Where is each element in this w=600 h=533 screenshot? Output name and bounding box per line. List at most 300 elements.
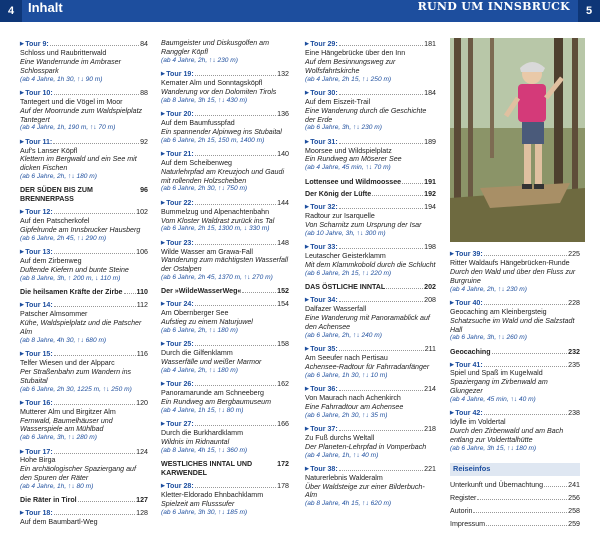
tour-description: Gipfelrunde am Innsbrucker Hausberg bbox=[20, 226, 141, 235]
tour-entry[interactable] bbox=[161, 39, 289, 66]
tour-entry[interactable] bbox=[305, 344, 436, 381]
tour-heading bbox=[20, 39, 148, 49]
tour-number: ▶ Tour 20: bbox=[161, 110, 194, 119]
tour-meta: (ab 4 Jahre, 1h 15, ↑↓ 80 m) bbox=[161, 406, 244, 414]
tour-description: Ein Rundweg am Bergbaumuseum bbox=[161, 398, 272, 406]
page-number: 144 bbox=[277, 198, 289, 207]
tour-name: Kletter-Eldorado Ehnbachklamm bbox=[161, 490, 264, 499]
tour-name: Eine Hängebrücke über den Inn bbox=[305, 48, 406, 57]
tour-heading bbox=[161, 481, 289, 491]
tour-name: Panoramarunde am Schneeberg bbox=[161, 389, 264, 398]
page-number: 214 bbox=[424, 384, 436, 393]
tour-entry[interactable] bbox=[20, 398, 148, 444]
tour-number: ▶ Tour 22: bbox=[161, 199, 194, 208]
tour-heading bbox=[20, 207, 148, 217]
page-number: 110 bbox=[136, 288, 148, 297]
tour-name: Telfer Wiesen und der Alpparc bbox=[20, 358, 115, 367]
tour-number: ▶ Tour 32: bbox=[305, 203, 338, 212]
tour-meta: (ab 4 Jahre, 2h, ↑↓ 230 m) bbox=[161, 56, 238, 64]
leader-dots bbox=[486, 519, 567, 526]
tour-description: Klettern im Bergwald und ein See mit dicken Fischen bbox=[20, 155, 137, 173]
tour-description: Schatzsuche im Wald und die Salzstadt Hall bbox=[450, 316, 575, 334]
page-number: 259 bbox=[568, 519, 580, 528]
tour-name: Auf den Patscherkofel bbox=[20, 217, 90, 226]
tour-meta: (ab 6 Jahre, 3h, ↑↓ 230 m) bbox=[305, 124, 382, 132]
reiseinfos-item[interactable] bbox=[450, 493, 580, 503]
tour-number: ▶ Tour 33: bbox=[305, 243, 338, 252]
leader-dots bbox=[484, 408, 567, 415]
tour-entry[interactable] bbox=[20, 207, 148, 244]
tour-entry[interactable] bbox=[450, 249, 580, 295]
reiseinfos-box bbox=[450, 463, 580, 529]
page-number: 192 bbox=[424, 190, 436, 199]
page-number: 106 bbox=[136, 248, 148, 257]
page-number: 166 bbox=[277, 420, 289, 429]
tour-entry[interactable] bbox=[20, 88, 148, 134]
page-number: 184 bbox=[424, 88, 436, 97]
page-number: 238 bbox=[568, 409, 580, 418]
tour-name: Auf dem Eiszeit-Trail bbox=[305, 97, 371, 106]
tour-name: Bummelzug und Alpenachtenbahn bbox=[161, 207, 270, 216]
tour-name: Am Seeufer nach Pertisau bbox=[305, 353, 388, 362]
tour-description: Wanderung zum mächtigsten Wasserfall der Ostalpen bbox=[161, 256, 289, 274]
tour-description: Ein Rundweg am Möserer See bbox=[305, 155, 402, 164]
leader-dots bbox=[484, 249, 567, 256]
tour-entry[interactable] bbox=[305, 202, 436, 239]
tour-number: ▶ Tour 23: bbox=[161, 239, 194, 248]
tour-description: Spaziergang im Zirbenwald am Glungezer bbox=[450, 378, 548, 396]
leader-dots bbox=[195, 149, 276, 156]
page-number: 189 bbox=[424, 137, 436, 146]
page-number: 124 bbox=[136, 447, 148, 456]
tour-name: Von Maurach nach Achenkirch bbox=[305, 393, 401, 402]
toc-column-4-tours bbox=[450, 249, 580, 454]
tour-meta: (ab 6 Jahre, 3h, ↑↓ 260 m) bbox=[450, 334, 527, 342]
tour-meta: (ab 8 Jahre, 4h 30, ↑↓ 680 m) bbox=[20, 336, 107, 344]
page-number: 92 bbox=[140, 137, 148, 146]
leader-dots bbox=[402, 177, 423, 184]
reiseinfos-item[interactable] bbox=[450, 480, 580, 490]
tour-name: Durch die Gilfenklamm bbox=[161, 349, 233, 358]
tour-heading bbox=[20, 137, 148, 147]
page-number: 202 bbox=[424, 283, 436, 292]
tour-description: Vom Kloster Waldrast zurück ins Tal bbox=[161, 216, 275, 225]
child-hiking-photo bbox=[450, 38, 585, 242]
tour-entry[interactable] bbox=[450, 408, 580, 454]
tour-name: Auf's Lanser Köpfl bbox=[20, 146, 78, 155]
tour-entry[interactable] bbox=[161, 149, 289, 195]
page-number: 235 bbox=[568, 360, 580, 369]
section-title: Lottensee und Wildmoossee bbox=[305, 177, 402, 186]
leader-dots bbox=[477, 493, 567, 500]
tour-description: Ein spannender Alpinweg ins Stubaital bbox=[161, 127, 282, 136]
section-title: Die Räter in Tirol bbox=[20, 496, 77, 505]
tour-entry[interactable] bbox=[450, 360, 580, 406]
leader-dots bbox=[386, 282, 423, 289]
page-number: 88 bbox=[140, 88, 148, 97]
tour-entry[interactable] bbox=[305, 424, 436, 461]
tour-meta: (ab 8 Jahre, 4h 15, ↑↓ 360 m) bbox=[161, 446, 248, 454]
tour-name: Kemater Alm und Sonntagsköpfl bbox=[161, 78, 263, 87]
tour-entry[interactable] bbox=[161, 339, 289, 376]
leader-dots bbox=[54, 207, 135, 214]
page-number: 258 bbox=[568, 506, 580, 515]
leader-dots bbox=[473, 506, 567, 513]
tour-entry[interactable] bbox=[161, 481, 289, 518]
tour-heading bbox=[20, 508, 148, 518]
page-number: 120 bbox=[136, 398, 148, 407]
tour-meta: (ab 6 Jahre, 2h 30, ↑↓ 750 m) bbox=[161, 185, 248, 193]
toc-column-2 bbox=[161, 39, 289, 521]
tour-heading bbox=[20, 88, 148, 98]
tour-number: ▶ Tour 26: bbox=[161, 380, 194, 389]
right-page-number: 5 bbox=[578, 0, 600, 22]
tour-entry[interactable] bbox=[450, 298, 580, 344]
tour-heading bbox=[450, 249, 580, 259]
tour-meta: (ab 6 Jahre, 3h 15, ↑↓ 180 m) bbox=[450, 445, 537, 453]
tour-number: ▶ Tour 34: bbox=[305, 296, 338, 305]
tour-meta: (ab 4 Jahre, 1h, 190 m, ↑↓ 70 m) bbox=[20, 124, 116, 132]
tour-name: Ritter Waldaufs Hängebrücken-Runde bbox=[450, 258, 570, 267]
section-heading[interactable] bbox=[305, 282, 436, 292]
tour-heading bbox=[305, 464, 436, 474]
tour-heading bbox=[20, 247, 148, 257]
tour-number: ▶ Tour 14: bbox=[20, 301, 53, 310]
tour-name: Idylle im Voldertal bbox=[450, 418, 506, 427]
tour-number: ▶ Tour 40: bbox=[450, 299, 483, 308]
leader-dots bbox=[54, 398, 135, 405]
tour-meta: (ab 8 Jahre, 3h, ↑ 200 m, ↓ 110 m) bbox=[20, 274, 121, 282]
tour-entry[interactable] bbox=[20, 447, 148, 493]
tour-heading bbox=[161, 339, 289, 349]
tour-name: Zu Fuß durchs Weltall bbox=[305, 433, 375, 442]
page-number: 232 bbox=[568, 347, 580, 356]
tour-number: ▶ Tour 9: bbox=[20, 40, 49, 49]
toc-column-3 bbox=[305, 39, 436, 513]
section-title: Der König der Lüfte bbox=[305, 190, 372, 199]
section-title: WESTLICHES INNTAL UND KARWENDEL bbox=[161, 460, 253, 477]
leader-dots bbox=[484, 298, 567, 305]
tour-description: Der Planeten-Lehrpfad in Vomperbach bbox=[305, 442, 427, 451]
tour-entry[interactable] bbox=[305, 295, 436, 341]
tour-entry[interactable] bbox=[305, 242, 436, 279]
reiseinfos-label: Unterkunft und Übernachtung bbox=[450, 480, 544, 489]
tour-meta: (ab 4 Jahre, 1h, ↑↓ 80 m) bbox=[20, 483, 94, 491]
tour-meta: (ab 6 Jahre, 2h, ↑↓ 240 m) bbox=[305, 331, 382, 339]
tour-entry[interactable] bbox=[305, 384, 436, 421]
tour-name: Auf dem Baumbartl-Weg bbox=[20, 518, 98, 527]
tour-name: Hohe Birga bbox=[20, 456, 56, 465]
tour-heading bbox=[305, 137, 436, 147]
reiseinfos-item[interactable] bbox=[450, 506, 580, 516]
tour-meta: (ab 8 Jahre, 3h 15, ↑↓ 430 m) bbox=[161, 96, 248, 104]
tour-heading bbox=[305, 384, 436, 394]
leader-dots bbox=[50, 39, 139, 46]
tour-meta: (ab 4 Jahre, 1h, ↑↓ 40 m) bbox=[305, 451, 379, 459]
tour-number: ▶ Tour 10: bbox=[20, 89, 53, 98]
leader-dots bbox=[124, 287, 136, 294]
tour-heading bbox=[305, 424, 436, 434]
tour-number: ▶ Tour 37: bbox=[305, 425, 338, 434]
tour-description: Mit dem Klammkobold durch die Schlucht bbox=[305, 261, 436, 270]
tour-entry[interactable] bbox=[161, 419, 289, 456]
tour-heading bbox=[161, 238, 289, 248]
tour-meta: (ab 6 Jahre, 2h 30, ↑↓ 35 m) bbox=[305, 411, 388, 419]
tour-heading bbox=[20, 300, 148, 310]
section-heading[interactable] bbox=[305, 189, 436, 199]
tour-meta: (ab 6 Jahre, 2h, ↑↓ 180 m) bbox=[20, 173, 97, 181]
tour-name: Wilde Wasser am Grawa-Fall bbox=[161, 247, 253, 256]
tour-entry[interactable] bbox=[161, 238, 289, 284]
tour-description: Wanderung vor den Dolomiten Tirols bbox=[161, 87, 277, 96]
page-number: 172 bbox=[277, 460, 289, 469]
tour-entry[interactable] bbox=[20, 39, 148, 85]
tour-heading bbox=[305, 242, 436, 252]
tour-meta: (ab 6 Jahre, 2h 45, ↑↓ 290 m) bbox=[20, 235, 107, 243]
tour-entry[interactable] bbox=[161, 109, 289, 146]
leader-dots bbox=[54, 349, 136, 356]
leader-dots bbox=[544, 480, 567, 487]
tour-number: ▶ Tour 27: bbox=[161, 420, 194, 429]
tour-meta: (ab 6 Jahre, 3h 30, ↑↓ 185 m) bbox=[161, 508, 248, 516]
page-number: 132 bbox=[277, 70, 289, 79]
tour-heading bbox=[161, 379, 289, 389]
tour-description: Auf dem Besinnungsweg zur Wolfsfahrtskirche bbox=[305, 57, 396, 75]
leader-dots bbox=[53, 137, 139, 144]
page-number: 162 bbox=[277, 380, 289, 389]
photo-illustration bbox=[450, 38, 585, 242]
leader-dots bbox=[339, 39, 423, 46]
tour-entry[interactable] bbox=[305, 39, 436, 85]
tour-meta: (ab 4 Jahre, 2h, ↑↓ 230 m) bbox=[450, 285, 527, 293]
page-number: 221 bbox=[424, 464, 436, 473]
leader-dots bbox=[339, 424, 423, 431]
section-heading[interactable] bbox=[161, 286, 289, 296]
tour-description: Auf der Moorrunde zum Waldspielplatz Tantegert bbox=[20, 106, 143, 124]
tour-entry[interactable] bbox=[161, 299, 289, 336]
tour-name: Am Obernberger See bbox=[161, 309, 229, 318]
tour-number: ▶ Tour 16: bbox=[20, 399, 53, 408]
page-number: 127 bbox=[136, 496, 148, 505]
tour-meta: (ab 4 Jahre, 1h 30, ↑↓ 90 m) bbox=[20, 75, 103, 83]
tour-heading bbox=[161, 109, 289, 119]
toc-column-4 bbox=[450, 249, 580, 531]
tour-number: ▶ Tour 29: bbox=[305, 40, 338, 49]
tour-name: Auf dem Scheibenweg bbox=[161, 158, 232, 167]
page-number: 102 bbox=[136, 208, 148, 217]
tour-number: ▶ Tour 17: bbox=[20, 448, 53, 457]
tour-entry[interactable] bbox=[20, 247, 148, 284]
reiseinfos-label: Autorin bbox=[450, 506, 473, 515]
tour-description: Achensee-Radtour für Fahrradanfänger bbox=[305, 362, 430, 371]
tour-entry[interactable] bbox=[20, 349, 148, 395]
page-number: 241 bbox=[568, 480, 580, 489]
tour-number: ▶ Tour 21: bbox=[161, 150, 194, 159]
section-heading[interactable] bbox=[20, 185, 148, 204]
page-number: 178 bbox=[277, 481, 289, 490]
tour-number: ▶ Tour 35: bbox=[305, 345, 338, 354]
leader-dots bbox=[54, 508, 135, 515]
tour-description: Durch den Wald und über den Fluss zur Burgruine bbox=[450, 267, 576, 285]
tour-meta: (ab 6 Jahre, 2h 45, 1370 m, ↑↓ 270 m) bbox=[161, 274, 273, 282]
reiseinfos-item[interactable] bbox=[450, 519, 580, 529]
page-number: 152 bbox=[277, 287, 289, 296]
tour-name: Durch die Burkhardklamm bbox=[161, 429, 244, 438]
tour-entry[interactable] bbox=[161, 198, 289, 235]
tour-description: Eine Fahrradtour am Achensee bbox=[305, 402, 404, 411]
section-title: Der »WildeWasserWeg« bbox=[161, 287, 242, 296]
tour-meta: (ab 4 Jahre, 2h, ↑↓ 180 m) bbox=[161, 366, 238, 374]
tour-entry[interactable] bbox=[161, 379, 289, 416]
page-number: 96 bbox=[140, 186, 148, 195]
tour-description: Eine Wanderrunde im Ambraser Schlosspark bbox=[20, 57, 121, 75]
tour-entry[interactable] bbox=[305, 464, 436, 510]
tour-heading bbox=[161, 299, 289, 309]
tour-meta: (ab 6 Jahre, 1h 30, ↑↓ 10 m) bbox=[305, 371, 388, 379]
tour-number: ▶ Tour 11: bbox=[20, 138, 52, 147]
toc-column-1 bbox=[20, 39, 148, 530]
leader-dots bbox=[195, 109, 276, 116]
reiseinfos-heading: Reiseinfos bbox=[450, 463, 580, 476]
tour-name: Schloss und Raubritterwald bbox=[20, 48, 107, 57]
leader-dots bbox=[54, 88, 139, 95]
tour-name: Naturerlebnis Walderalm bbox=[305, 473, 383, 482]
tour-number: ▶ Tour 15: bbox=[20, 350, 53, 359]
tour-meta: (ab 6 Jahre, 3h, ↑↓ 280 m) bbox=[20, 434, 97, 442]
section-heading[interactable] bbox=[20, 495, 148, 505]
tour-name: Patscher Almsommer bbox=[20, 309, 88, 318]
section-heading[interactable] bbox=[161, 459, 289, 478]
page-number: 208 bbox=[424, 296, 436, 305]
tour-entry[interactable] bbox=[305, 137, 436, 174]
reiseinfos-label: Impressum bbox=[450, 519, 486, 528]
leader-dots bbox=[339, 137, 423, 144]
leader-dots bbox=[372, 189, 423, 196]
page-header bbox=[0, 0, 600, 22]
tour-heading bbox=[450, 298, 580, 308]
tour-meta: (ab 6 Jahre, 2h, ↑↓ 180 m) bbox=[161, 327, 238, 335]
leader-dots bbox=[339, 295, 423, 302]
page-number: 211 bbox=[424, 344, 436, 353]
leader-dots bbox=[195, 379, 276, 386]
leader-dots bbox=[195, 299, 276, 306]
tour-heading bbox=[161, 69, 289, 79]
tour-description: Fernwald, Baumelhäuser und Wasserspiele am Mühlbad bbox=[20, 416, 113, 434]
tour-heading bbox=[305, 295, 436, 305]
leader-dots bbox=[195, 339, 276, 346]
page-number: 154 bbox=[277, 300, 289, 309]
tour-heading bbox=[20, 447, 148, 457]
tour-heading bbox=[305, 344, 436, 354]
tour-description: Aufstieg zu einem Naturjuwel bbox=[161, 318, 253, 327]
tour-heading bbox=[305, 88, 436, 98]
tour-entry[interactable] bbox=[20, 508, 148, 527]
page-number: 84 bbox=[140, 40, 148, 48]
tour-description: Ein archäologischer Spaziergang auf den Spuren der Räter bbox=[20, 465, 136, 483]
leader-dots bbox=[484, 360, 567, 367]
tour-number: ▶ Tour 39: bbox=[450, 250, 483, 259]
page-number: 112 bbox=[136, 301, 148, 310]
page-number: 116 bbox=[136, 349, 148, 358]
section-heading[interactable] bbox=[450, 347, 580, 357]
tour-heading bbox=[161, 419, 289, 429]
tour-number: ▶ Tour 38: bbox=[305, 465, 338, 474]
tour-name: Geocaching am Kleinbergsteig bbox=[450, 307, 547, 316]
tour-entry[interactable] bbox=[161, 69, 289, 106]
left-page-number: 4 bbox=[0, 0, 22, 22]
tour-entry[interactable] bbox=[305, 88, 436, 134]
page-number: 194 bbox=[424, 203, 436, 212]
tour-name: Moorsee und Wildspielplatz bbox=[305, 146, 392, 155]
tour-number: ▶ Tour 18: bbox=[20, 509, 53, 518]
leader-dots bbox=[195, 481, 276, 488]
leader-dots bbox=[492, 347, 568, 354]
tour-description: Naturlehrpfad am Kreuzjoch und Gaudi mit rollenden Holzscheiben bbox=[161, 167, 285, 185]
section-title: Die heilsamen Kräfte der Zirbe bbox=[20, 288, 123, 297]
tour-description: Wildnis im Ridnauntal bbox=[161, 437, 230, 446]
tour-number: ▶ Tour 41: bbox=[450, 361, 483, 370]
leader-dots bbox=[339, 344, 424, 351]
leader-dots bbox=[195, 238, 276, 245]
leader-dots bbox=[54, 247, 135, 254]
page-number: 148 bbox=[277, 238, 289, 247]
tour-number: ▶ Tour 25: bbox=[161, 340, 194, 349]
leader-dots bbox=[339, 202, 423, 209]
tour-meta: (ab 6 Jahre, 2h 15, ↑↓ 220 m) bbox=[305, 270, 392, 278]
reiseinfos-label: Register bbox=[450, 493, 477, 502]
page-number: 136 bbox=[277, 109, 289, 118]
tour-heading bbox=[161, 149, 289, 159]
tour-number: ▶ Tour 36: bbox=[305, 385, 338, 394]
section-title: DER SÜDEN BIS ZUM BRENNERPASS bbox=[20, 186, 93, 204]
tour-meta: (ab 6 Jahre, 2h 15, 150 m, 1400 m) bbox=[161, 136, 265, 144]
tour-description: Eine Wanderung durch die Geschichte der Erde bbox=[305, 106, 427, 124]
tour-entry[interactable] bbox=[20, 300, 148, 346]
tour-heading bbox=[20, 398, 148, 408]
section-heading[interactable] bbox=[305, 177, 436, 187]
section-title: DAS ÖSTLICHE INNTAL bbox=[305, 283, 386, 292]
tour-heading bbox=[20, 349, 148, 359]
leader-dots bbox=[339, 464, 423, 471]
leader-dots bbox=[242, 286, 276, 293]
tour-meta: (ab 8 Jahre, 4h 15, ↑↓ 620 m) bbox=[305, 500, 392, 508]
tour-description: Duftende Kiefern und bunte Steine bbox=[20, 266, 129, 275]
tour-number: ▶ Tour 28: bbox=[161, 482, 194, 491]
page-number: 128 bbox=[136, 509, 148, 518]
tour-number: ▶ Tour 42: bbox=[450, 409, 483, 418]
tour-description: Über Waldsteige zur einer Bilderbuch-Alm bbox=[305, 482, 425, 500]
tour-description: Durch den Zirbenwald und am Bach entlang zur Volderttalhütte bbox=[450, 427, 564, 445]
page-number: 218 bbox=[424, 424, 436, 433]
tour-heading bbox=[450, 360, 580, 370]
tour-description: Spielzeit am Flusssufer bbox=[161, 499, 235, 508]
section-heading[interactable] bbox=[20, 287, 148, 297]
tour-entry[interactable] bbox=[20, 137, 148, 183]
section-title: Geocaching bbox=[450, 347, 491, 356]
reiseinfos-list bbox=[450, 480, 580, 529]
leader-dots bbox=[195, 198, 276, 205]
tour-number: ▶ Tour 12: bbox=[20, 208, 53, 217]
tour-number: ▶ Tour 31: bbox=[305, 138, 338, 147]
page-number: 181 bbox=[424, 40, 436, 48]
tour-meta: (ab 6 Jahre, 2h 30, 1225 m, ↑↓ 250 m) bbox=[20, 385, 132, 393]
leader-dots bbox=[339, 384, 423, 391]
leader-dots bbox=[339, 88, 423, 95]
tour-name: Auf dem Baumfusspfad bbox=[161, 118, 235, 127]
tour-name: Tantegert und die Vögel im Moor bbox=[20, 97, 123, 106]
leader-dots bbox=[339, 242, 423, 249]
tour-name: Auf dem Zirbenweg bbox=[20, 257, 82, 266]
